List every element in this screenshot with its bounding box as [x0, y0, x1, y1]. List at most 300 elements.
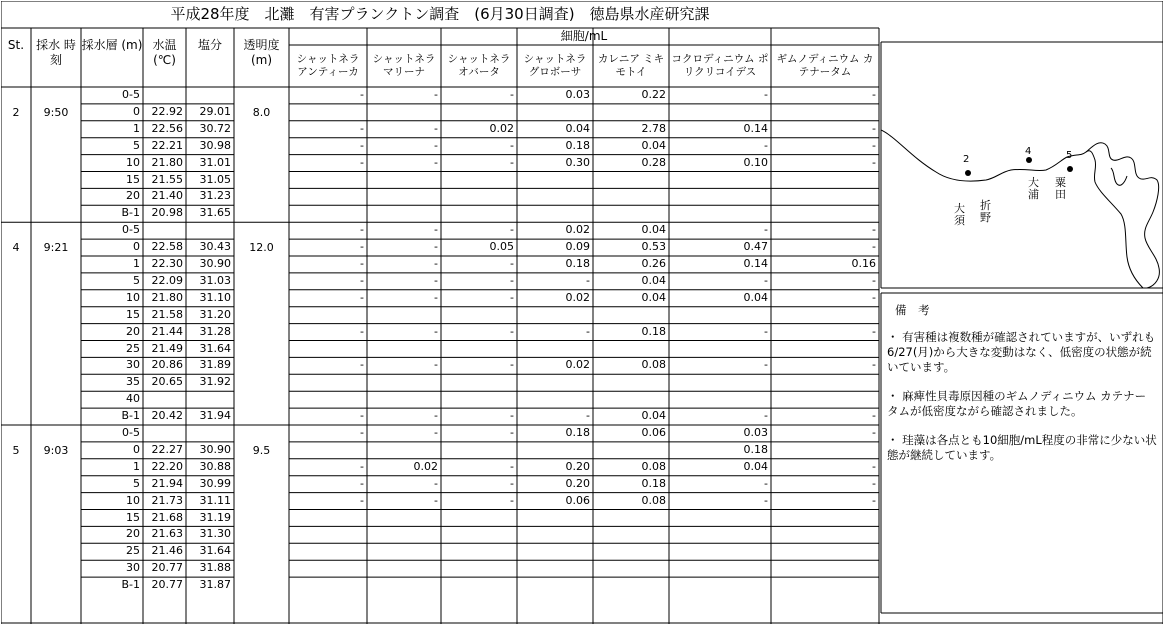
- cell-density-species-2: -: [434, 155, 438, 169]
- cell-density-species-7: [771, 375, 879, 392]
- cell-density-species-5: [593, 511, 669, 528]
- cell-density-species-7: -: [872, 426, 876, 439]
- header-species-7: ギムノディニウム カテナータム: [776, 53, 874, 78]
- cell-density-species-7: -: [872, 155, 876, 169]
- cell-density-species-1: -: [360, 138, 364, 152]
- salinity-value: 30.43: [199, 240, 231, 254]
- sampling-layer: 0: [133, 442, 140, 456]
- water-temperature: 21.46: [151, 544, 183, 558]
- water-temperature: 21.68: [151, 510, 183, 524]
- salinity-value: 30.99: [199, 476, 231, 490]
- cell-density-species-6: -: [764, 409, 768, 423]
- cell-density-species-7: -: [872, 88, 876, 101]
- sampling-layer: 20: [126, 324, 140, 338]
- header-layer: 採水層 (m): [81, 38, 143, 52]
- header-st: St.: [7, 38, 25, 52]
- cell-density-species-4: [517, 544, 593, 561]
- water-temperature: [143, 223, 186, 240]
- sampling-layer: 1: [133, 257, 140, 270]
- cell-density-species-5: 0.04: [641, 223, 666, 237]
- cell-density-species-1: [289, 206, 367, 223]
- salinity-value: 30.90: [199, 257, 231, 270]
- cell-density-species-2: [367, 544, 441, 561]
- cell-density-species-2: [367, 342, 441, 359]
- cell-density-species-3: [441, 511, 517, 528]
- sampling-time: 9:21: [43, 241, 69, 255]
- salinity-value: 30.98: [199, 138, 231, 152]
- cell-density-species-7: -: [872, 240, 876, 254]
- cell-density-species-5: 2.78: [641, 121, 666, 135]
- cell-density-species-5: [593, 375, 669, 392]
- sampling-layer: 15: [126, 307, 140, 321]
- cell-density-species-3: 0.02: [489, 121, 514, 135]
- cell-density-species-1: [289, 105, 367, 122]
- cell-density-species-5: 0.04: [641, 409, 666, 423]
- sampling-layer: 35: [126, 375, 140, 389]
- cell-density-species-3: -: [510, 138, 514, 152]
- cell-density-species-7: [771, 511, 879, 528]
- station-number: 2: [12, 105, 20, 119]
- cell-density-species-2: [367, 443, 441, 460]
- water-temperature: 20.42: [151, 409, 183, 423]
- cell-density-species-5: 0.08: [641, 493, 666, 507]
- cell-density-species-6: -: [764, 223, 768, 237]
- cell-density-species-2: 0.02: [413, 459, 438, 473]
- cell-density-species-3: -: [510, 155, 514, 169]
- cell-density-species-7: -: [872, 476, 876, 490]
- cell-density-species-7: -: [872, 121, 876, 135]
- cell-density-species-7: -: [872, 358, 876, 372]
- transparency-value: 8.0: [252, 105, 271, 119]
- water-temperature: 22.58: [151, 240, 183, 254]
- cell-density-species-6: [669, 527, 771, 544]
- cell-density-species-1: -: [360, 290, 364, 304]
- cell-density-species-3: -: [510, 409, 514, 423]
- transparency-value: 12.0: [249, 241, 274, 255]
- page-title: 平成28年度 北灘 有害プランクトン調査 (6月30日調査) 徳島県水産研究課: [170, 5, 710, 23]
- cell-density-species-2: -: [434, 240, 438, 254]
- salinity-value: 31.20: [199, 307, 231, 321]
- sampling-layer: 20: [126, 527, 140, 541]
- cell-density-species-7: -: [872, 223, 876, 237]
- cell-density-species-6: [669, 173, 771, 190]
- cell-density-species-4: [517, 206, 593, 223]
- cell-density-species-1: [289, 544, 367, 561]
- cell-density-species-2: -: [434, 426, 438, 439]
- cell-density-species-6: -: [764, 324, 768, 338]
- cell-density-species-3: 0.05: [489, 240, 514, 254]
- water-temperature: 21.73: [151, 493, 183, 507]
- cell-density-species-4: [517, 578, 593, 595]
- header-salinity: 塩分: [197, 38, 222, 52]
- cell-density-species-7: [771, 308, 879, 325]
- cell-density-species-3: [441, 105, 517, 122]
- water-temperature: 21.80: [151, 290, 183, 304]
- water-temperature: 21.80: [151, 155, 183, 169]
- cell-density-species-3: [441, 342, 517, 359]
- cell-density-species-6: [669, 392, 771, 409]
- cell-density-species-3: [441, 189, 517, 206]
- cell-density-species-4: 0.02: [565, 223, 590, 237]
- station-map: [881, 42, 1163, 288]
- cell-density-species-1: [289, 342, 367, 359]
- cell-density-species-3: -: [510, 426, 514, 439]
- cell-density-species-2: [367, 527, 441, 544]
- cell-density-species-6: -: [764, 476, 768, 490]
- cell-density-species-1: [289, 511, 367, 528]
- cell-density-species-4: [517, 105, 593, 122]
- cell-density-species-4: [517, 527, 593, 544]
- cell-density-species-4: [517, 375, 593, 392]
- salinity-value: 30.90: [199, 442, 231, 456]
- cell-density-species-2: [367, 375, 441, 392]
- cell-density-species-7: 0.16: [851, 257, 876, 270]
- cell-density-species-5: 0.18: [641, 324, 666, 338]
- header-transparency: 透明度 (m): [243, 38, 280, 67]
- cell-density-species-3: [441, 206, 517, 223]
- cell-density-species-3: [441, 375, 517, 392]
- sampling-layer: 10: [126, 155, 140, 169]
- station-5-marker: [1067, 166, 1073, 172]
- water-temperature: 21.58: [151, 307, 183, 321]
- sampling-layer: 15: [126, 172, 140, 186]
- cell-density-species-7: [771, 342, 879, 359]
- cell-density-species-1: -: [360, 476, 364, 490]
- cell-density-species-6: [669, 375, 771, 392]
- water-temperature: 20.86: [151, 358, 183, 372]
- cell-density-species-5: [593, 443, 669, 460]
- water-temperature: 20.98: [151, 206, 183, 220]
- cell-density-species-2: -: [434, 138, 438, 152]
- cell-density-species-6: [669, 206, 771, 223]
- cell-density-species-3: -: [510, 88, 514, 101]
- cell-density-species-3: [441, 308, 517, 325]
- sampling-layer: 15: [126, 510, 140, 524]
- sampling-layer: 25: [126, 544, 140, 558]
- sampling-layer: 5: [133, 273, 140, 287]
- sampling-layer: 0: [133, 104, 140, 118]
- salinity-value: 31.87: [199, 578, 231, 592]
- water-temperature: 21.49: [151, 341, 183, 355]
- cell-density-species-7: -: [872, 273, 876, 287]
- cell-density-species-4: [517, 173, 593, 190]
- cell-density-species-3: -: [510, 459, 514, 473]
- cell-density-species-4: [517, 443, 593, 460]
- water-temperature: 22.56: [151, 121, 183, 135]
- station-number: 5: [12, 443, 20, 457]
- cell-density-species-5: [593, 342, 669, 359]
- cell-density-species-1: [289, 375, 367, 392]
- transparency-value: 9.5: [252, 443, 271, 457]
- cell-density-species-2: [367, 173, 441, 190]
- sampling-layer: 0-5: [122, 426, 140, 439]
- cell-density-species-2: -: [434, 493, 438, 507]
- station-number: 4: [12, 241, 20, 255]
- cell-density-species-3: [441, 544, 517, 561]
- salinity-value: 31.88: [199, 561, 231, 575]
- cell-density-species-2: -: [434, 324, 438, 338]
- header-species-1: シャットネラ アンティーカ: [296, 53, 360, 78]
- cell-density-species-1: -: [360, 324, 364, 338]
- remarks-heading: 備 考: [895, 303, 934, 317]
- cell-density-species-5: [593, 173, 669, 190]
- cell-density-species-6: [669, 544, 771, 561]
- cell-density-species-6: -: [764, 358, 768, 372]
- cell-density-species-5: 0.22: [641, 88, 666, 101]
- salinity-value: [186, 88, 234, 105]
- salinity-value: 31.30: [199, 527, 231, 541]
- cell-density-species-5: 0.28: [641, 155, 666, 169]
- cell-density-species-4: 0.02: [565, 358, 590, 372]
- cell-density-species-4: -: [586, 324, 590, 338]
- water-temperature: 22.92: [151, 104, 183, 118]
- sampling-layer: 25: [126, 341, 140, 355]
- cell-density-species-1: -: [360, 223, 364, 237]
- cell-density-species-5: [593, 105, 669, 122]
- cell-density-species-1: -: [360, 155, 364, 169]
- sampling-layer: 30: [126, 561, 140, 575]
- cell-density-species-7: [771, 578, 879, 595]
- cell-density-species-6: [669, 578, 771, 595]
- cell-density-species-6: -: [764, 88, 768, 101]
- cell-density-species-7: [771, 206, 879, 223]
- cell-density-species-5: 0.04: [641, 273, 666, 287]
- cell-density-species-4: 0.04: [565, 121, 590, 135]
- cell-density-species-7: [771, 544, 879, 561]
- header-species-4: シャットネラ グロボーサ: [523, 53, 587, 78]
- sampling-layer: 0: [133, 240, 140, 254]
- cell-density-species-3: -: [510, 324, 514, 338]
- cell-density-species-1: -: [360, 88, 364, 101]
- cell-density-species-1: -: [360, 409, 364, 423]
- water-temperature: 21.55: [151, 172, 183, 186]
- sampling-time: 9:03: [43, 443, 69, 457]
- water-temperature: 20.65: [151, 375, 183, 389]
- cell-density-species-1: [289, 561, 367, 578]
- cell-density-species-4: 0.03: [565, 88, 590, 101]
- map-place-awata: 粟田: [1055, 176, 1066, 201]
- remarks-panel: [881, 293, 1161, 613]
- cell-density-species-4: [517, 308, 593, 325]
- cell-density-species-2: -: [434, 88, 438, 101]
- sampling-time: 9:50: [43, 105, 69, 119]
- sampling-layer: B-1: [121, 409, 140, 423]
- sampling-layer: 1: [133, 121, 140, 135]
- cell-density-species-2: [367, 189, 441, 206]
- cell-density-species-1: -: [360, 240, 364, 254]
- cell-density-species-6: -: [764, 493, 768, 507]
- sampling-layer: B-1: [121, 578, 140, 592]
- salinity-value: 31.92: [199, 375, 231, 389]
- cell-density-species-1: -: [360, 358, 364, 372]
- salinity-value: [186, 426, 234, 443]
- cell-density-species-3: -: [510, 476, 514, 490]
- cell-density-species-3: -: [510, 358, 514, 372]
- cell-density-species-5: 0.53: [641, 240, 666, 254]
- map-station-4-label: 4: [1025, 146, 1032, 157]
- cell-density-species-6: [669, 105, 771, 122]
- cell-density-species-5: 0.18: [641, 476, 666, 490]
- water-temperature: 22.20: [151, 459, 183, 473]
- cell-density-species-7: [771, 392, 879, 409]
- sampling-layer: 5: [133, 138, 140, 152]
- water-temperature: 22.09: [151, 273, 183, 287]
- sampling-layer: 40: [126, 392, 140, 406]
- cell-density-species-6: [669, 511, 771, 528]
- sampling-layer: 30: [126, 358, 140, 372]
- cell-density-species-1: -: [360, 257, 364, 270]
- cell-density-species-3: [441, 578, 517, 595]
- cell-density-species-6: 0.10: [743, 155, 768, 169]
- station-4-marker: [1026, 157, 1032, 163]
- cell-density-species-5: [593, 308, 669, 325]
- salinity-value: 31.89: [199, 358, 231, 372]
- cell-density-species-3: [441, 443, 517, 460]
- water-temperature: 21.44: [151, 324, 183, 338]
- cell-density-species-7: -: [872, 290, 876, 304]
- salinity-value: 31.01: [199, 155, 231, 169]
- cell-density-species-5: 0.08: [641, 459, 666, 473]
- cell-density-species-1: [289, 578, 367, 595]
- cell-density-species-1: -: [360, 273, 364, 287]
- map-station-5-label: 5: [1066, 150, 1073, 161]
- survey-sheet: [1, 1, 1163, 624]
- cell-density-species-1: [289, 527, 367, 544]
- cell-density-species-5: [593, 544, 669, 561]
- cell-density-species-1: -: [360, 493, 364, 507]
- cell-density-species-3: [441, 561, 517, 578]
- cell-density-species-7: [771, 443, 879, 460]
- cell-density-species-2: [367, 511, 441, 528]
- cell-density-species-7: [771, 173, 879, 190]
- cell-density-species-3: [441, 527, 517, 544]
- cell-density-species-1: -: [360, 459, 364, 473]
- station-2-marker: [965, 170, 971, 176]
- cell-density-species-4: -: [586, 409, 590, 423]
- salinity-value: 31.19: [199, 510, 231, 524]
- header-temp: 水温 (℃): [152, 38, 177, 67]
- cell-density-species-4: [517, 511, 593, 528]
- cell-density-species-6: -: [764, 138, 768, 152]
- cell-density-species-2: -: [434, 121, 438, 135]
- remark-item-1: ・ 有害種は複数種が確認されていますが、いずれも6/27(月)から大きな変動はなく、低密度の状態が続いています。: [887, 330, 1156, 374]
- cell-density-species-7: -: [872, 138, 876, 152]
- cell-density-species-4: [517, 189, 593, 206]
- water-temperature: 22.21: [151, 138, 183, 152]
- cell-density-species-2: [367, 578, 441, 595]
- sampling-layer: 10: [126, 493, 140, 507]
- cell-density-species-6: 0.14: [743, 257, 768, 270]
- water-temperature: 21.40: [151, 189, 183, 203]
- cell-density-species-5: 0.08: [641, 358, 666, 372]
- cell-density-species-4: 0.18: [565, 138, 590, 152]
- coastline-map: [881, 42, 1163, 288]
- header-species-3: シャットネラ オバータ: [447, 53, 511, 78]
- cell-density-species-4: 0.02: [565, 290, 590, 304]
- remark-item-3: ・ 珪藻は各点とも10細胞/mL程度の非常に少ない状態が継続しています。: [887, 433, 1157, 462]
- cell-density-species-5: [593, 206, 669, 223]
- cell-density-species-3: -: [510, 290, 514, 304]
- cell-density-species-5: [593, 392, 669, 409]
- map-station-2-label: 2: [963, 154, 970, 165]
- cell-density-species-1: [289, 443, 367, 460]
- cell-density-species-3: -: [510, 223, 514, 237]
- water-temperature: [143, 426, 186, 443]
- cell-density-species-5: [593, 578, 669, 595]
- cell-density-species-4: -: [586, 273, 590, 287]
- cell-density-species-5: [593, 189, 669, 206]
- salinity-value: [186, 223, 234, 240]
- cell-density-species-2: -: [434, 273, 438, 287]
- map-place-osu: 大須: [954, 202, 965, 227]
- salinity-value: 29.01: [199, 104, 231, 118]
- water-temperature: [143, 88, 186, 105]
- header-time: 採水 時刻: [36, 38, 76, 67]
- cell-density-species-6: 0.47: [743, 240, 768, 254]
- sampling-layer: 1: [133, 459, 140, 473]
- sampling-layer: 20: [126, 189, 140, 203]
- map-place-oura: 大浦: [1028, 176, 1039, 201]
- map-place-orino: 折野: [980, 199, 991, 224]
- cell-density-species-1: [289, 392, 367, 409]
- cell-density-species-4: [517, 561, 593, 578]
- cell-density-species-2: [367, 308, 441, 325]
- cell-density-species-7: -: [872, 409, 876, 423]
- cell-density-species-1: [289, 173, 367, 190]
- salinity-value: 31.65: [199, 206, 231, 220]
- cell-density-species-2: -: [434, 257, 438, 270]
- sampling-layer: B-1: [121, 206, 140, 220]
- salinity-value: 31.11: [199, 493, 231, 507]
- cell-density-species-7: [771, 561, 879, 578]
- cell-density-species-3: [441, 392, 517, 409]
- cell-density-species-4: [517, 392, 593, 409]
- cell-density-species-7: -: [872, 459, 876, 473]
- header-cells-unit: 細胞/mL: [560, 29, 608, 43]
- cell-density-species-5: 0.04: [641, 138, 666, 152]
- water-temperature: 20.77: [151, 578, 183, 592]
- water-temperature: [143, 392, 186, 409]
- cell-density-species-7: [771, 105, 879, 122]
- salinity-value: 31.28: [199, 324, 231, 338]
- cell-density-species-6: 0.03: [743, 426, 768, 439]
- cell-density-species-6: 0.04: [743, 459, 768, 473]
- water-temperature: 20.77: [151, 561, 183, 575]
- cell-density-species-2: [367, 105, 441, 122]
- cell-density-species-3: [441, 173, 517, 190]
- cell-density-species-1: [289, 308, 367, 325]
- cell-density-species-6: [669, 561, 771, 578]
- cell-density-species-6: 0.04: [743, 290, 768, 304]
- cell-density-species-6: -: [764, 273, 768, 287]
- water-temperature: 22.27: [151, 442, 183, 456]
- cell-density-species-6: [669, 308, 771, 325]
- sampling-layer: 0-5: [122, 223, 140, 237]
- sampling-layer: 0-5: [122, 88, 140, 101]
- cell-density-species-2: -: [434, 223, 438, 237]
- cell-density-species-6: 0.18: [743, 442, 768, 456]
- cell-density-species-2: -: [434, 358, 438, 372]
- header-species-5: カレニア ミキモトイ: [597, 53, 665, 78]
- cell-density-species-5: [593, 527, 669, 544]
- cell-density-species-4: 0.30: [565, 155, 590, 169]
- cell-density-species-3: -: [510, 493, 514, 507]
- cell-density-species-2: -: [434, 476, 438, 490]
- cell-density-species-3: -: [510, 273, 514, 287]
- cell-density-species-2: [367, 561, 441, 578]
- cell-density-species-7: -: [872, 493, 876, 507]
- water-temperature: 21.94: [151, 476, 183, 490]
